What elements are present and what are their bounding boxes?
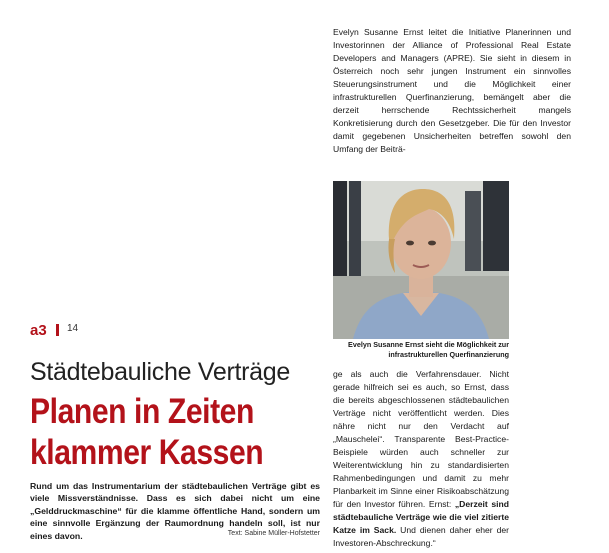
article-column-top <box>333 26 571 156</box>
logo-text: a3 <box>30 323 47 337</box>
portrait-photo <box>333 181 509 339</box>
kicker: Städtebauliche Verträge <box>30 358 290 386</box>
body-text-end: Und dienen daher eher der Investoren-Abschreckung.“ <box>333 525 509 548</box>
magazine-logo <box>30 323 60 337</box>
byline: Text: Sabine Müller-Hofstetter <box>227 530 320 537</box>
body-text: ge als auch die Verfahrensdauer. Nicht gerade hilfreich sei es auch, so Ernst, dass die bereits abgeschlossenen städtebaulichen Verträge nicht veröffentlicht werden. Dies nähre nicht nur den Verdacht auf „Mauschelei“. Transparente Best-Practice-Beispiele würden auch schneller zur Weiterentwicklung hin zu standardisierten Rahmenbedingungen und damit zu mehr Planbarkeit im Sinne einer Risikoabschätzung für den Investor führen. Ernst: <box>333 369 509 509</box>
body-text: Evelyn Susanne Ernst leitet die Initiative Planerinnen und Investorinnen der Alliance of Professional Real Estate Developers and Managers (APRE). Sie sieht in diesem in Österreich noch sehr jungen Instrument ein sinnvolles Steuerungsinstrument und die Möglichkeit einer infrastrukturellen Querfinanzierung, bemängelt aber die derzeit herrschende Rechtssicherheit mangels Konkretisierung durch den Gesetzgeber. Die für den Investor damit gegebenen Unsicherheiten betreffen sowohl den Umfang der Beiträ- <box>333 27 571 154</box>
headline-line-2: klammer Kassen <box>30 433 264 472</box>
lead-paragraph: Rund um das Instrumentarium der städtebaulichen Verträge gibt es viele Missverständnisse. Dass es sich dabei nicht um eine „Gelddruckmaschine“ für die klamme öffentliche Hand, sondern um eine sinnvolle Ergänzung der Raumordnung handeln soll, ist nur eines davon. <box>30 481 320 541</box>
headline <box>30 391 279 473</box>
page-number: 14 <box>67 323 79 334</box>
article-column-bottom <box>333 368 509 550</box>
photo-caption: Evelyn Susanne Ernst sieht die Möglichkeit zur infrastrukturellen Querfinanzierung <box>348 340 509 359</box>
pull-quote: „Derzeit sind städtebauliche Verträge wie die viel zitierte Katze im Sack. <box>333 499 510 535</box>
headline-line-1: Planen in Zeiten <box>30 392 254 431</box>
